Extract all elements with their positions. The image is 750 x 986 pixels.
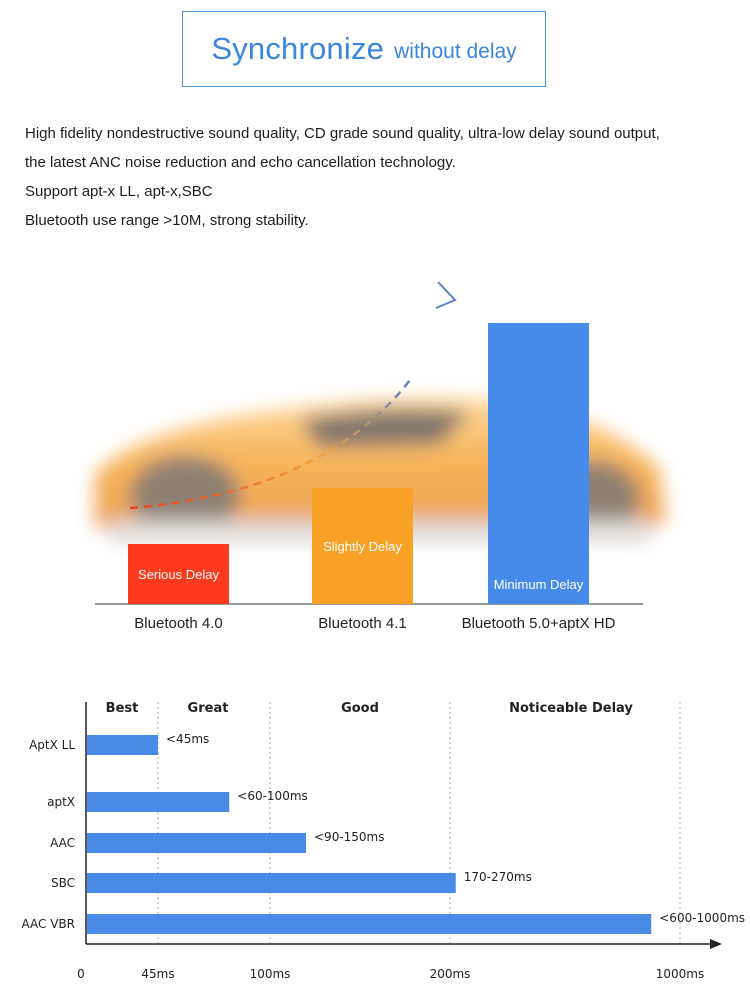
category-label: AptX LL xyxy=(29,738,75,752)
description-line: High fidelity nondestructive sound quality, CD grade sound quality, ultra-low delay sound output, xyxy=(25,125,660,142)
value-label: <600-1000ms xyxy=(659,911,746,925)
title-box xyxy=(182,11,546,87)
tick-label: 1000ms xyxy=(655,967,705,981)
latency-bar xyxy=(87,735,158,755)
zone-label: Great xyxy=(187,701,229,716)
category-label: AAC VBR xyxy=(21,917,75,931)
value-label: <45ms xyxy=(166,732,210,746)
category-label: SBC xyxy=(50,876,75,890)
bluetooth-chart xyxy=(0,270,750,650)
category-label: Bluetooth 4.1 xyxy=(318,615,407,632)
latency-chart xyxy=(0,690,750,986)
zone-label: Good xyxy=(341,701,379,716)
bar-bluetooth-4-1 xyxy=(312,488,413,604)
zone-label: Best xyxy=(105,701,139,716)
tick-label: 100ms xyxy=(249,967,291,981)
description-line: Bluetooth use range >10M, strong stability. xyxy=(25,212,309,229)
category-label: Bluetooth 5.0+aptX HD xyxy=(461,615,616,632)
bar-label: Serious Delay xyxy=(138,566,219,582)
description xyxy=(25,125,740,241)
bar-bluetooth-4-0 xyxy=(128,544,229,604)
latency-bar xyxy=(87,792,229,812)
zone-label: Noticeable Delay xyxy=(509,701,633,716)
latency-bar xyxy=(87,914,651,934)
tick-label: 0 xyxy=(77,967,85,981)
tick-label: 200ms xyxy=(429,967,471,981)
page-subtitle: without delay xyxy=(394,40,517,63)
value-label: 170-270ms xyxy=(463,870,532,884)
category-label: aptX xyxy=(47,795,75,809)
value-label: <90-150ms xyxy=(314,830,385,844)
description-line: the latest ANC noise reduction and echo cancellation technology. xyxy=(25,154,456,171)
category-label: AAC xyxy=(50,836,75,850)
latency-bar xyxy=(87,873,456,893)
category-label: Bluetooth 4.0 xyxy=(134,615,223,632)
latency-chart-svg xyxy=(0,690,750,986)
description-line: Support apt-x LL, apt-x,SBC xyxy=(25,183,213,200)
bar-label: Slightly Delay xyxy=(323,538,402,554)
x-axis-arrow xyxy=(710,939,722,949)
bar-label: Minimum Delay xyxy=(493,577,584,592)
tick-label: 45ms xyxy=(141,967,175,981)
value-label: <60-100ms xyxy=(237,789,308,803)
latency-bar xyxy=(87,833,306,853)
page-title: Synchronize xyxy=(211,31,385,66)
bar-bluetooth-5-0 xyxy=(488,323,589,604)
